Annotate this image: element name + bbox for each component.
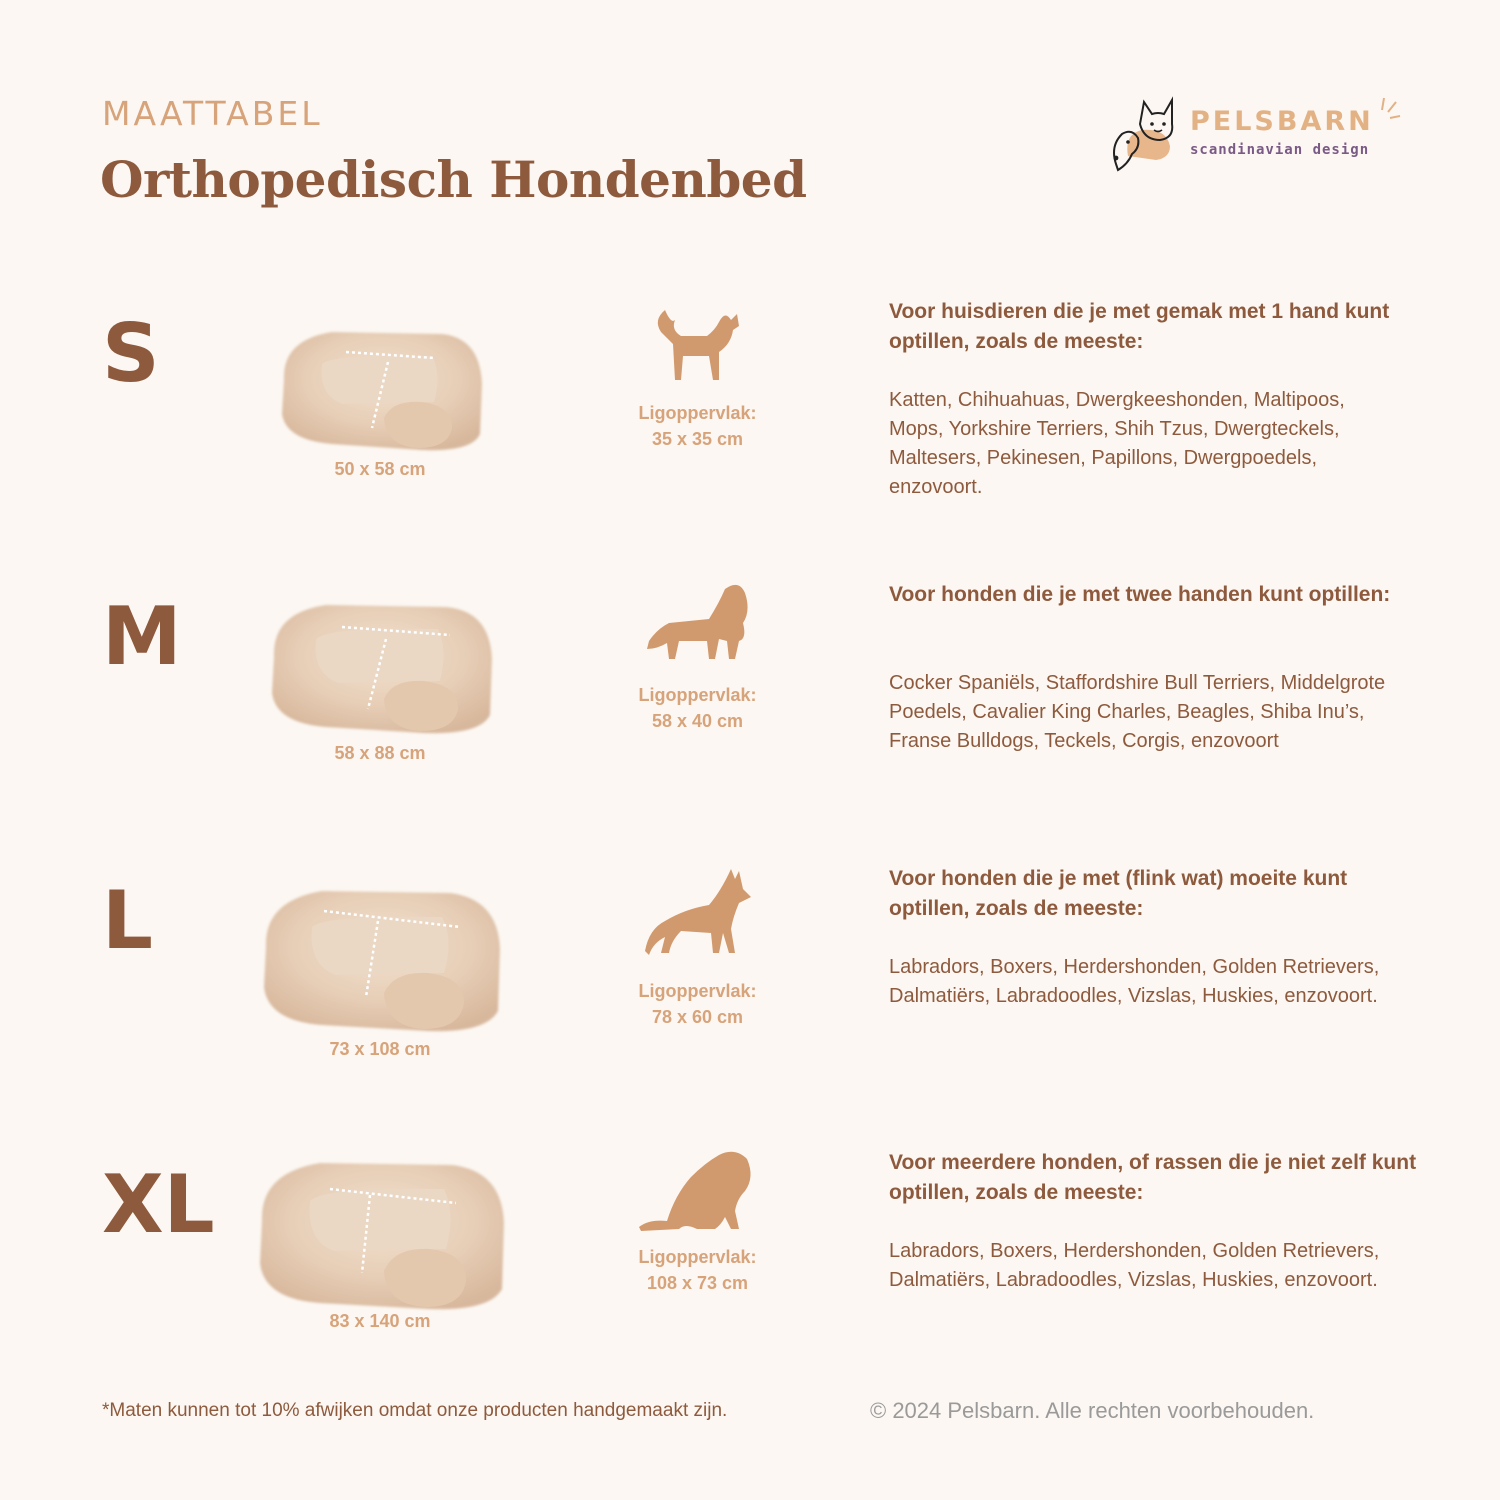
size-row-l — [0, 867, 1500, 1127]
size-heading: Voor honden die je met twee handen kunt optillen: — [889, 583, 1391, 606]
lying-area-value: 35 x 35 cm — [651, 429, 744, 449]
bed-dimensions: 58 x 88 cm — [334, 743, 426, 763]
brand-tagline: scandinavian design — [1190, 142, 1370, 158]
sparkle-icon — [1378, 94, 1402, 124]
lying-area — [610, 400, 785, 452]
size-heading: Voor honden die je met (flink wat) moeite kunt optillen, zoals de meeste: — [889, 867, 1348, 920]
bed-dimensions: 50 x 58 cm — [334, 459, 426, 479]
dog-bed-image — [254, 883, 506, 1035]
footnote: *Maten kunnen tot 10% afwijken omdat onze producten handgemaakt zijn. — [102, 1400, 728, 1421]
size-label: XL — [102, 1158, 215, 1251]
lying-area-label: Ligoppervlak: — [638, 685, 757, 705]
dog-bed-image — [250, 1155, 510, 1313]
dog-bed-image — [272, 324, 488, 454]
copyright: © 2024 Pelsbarn. Alle rechten voorbehouden. — [870, 1398, 1315, 1423]
lying-area — [610, 978, 785, 1030]
lying-area-label: Ligoppervlak: — [638, 403, 757, 423]
dog-bed-image — [262, 597, 498, 737]
logo — [1106, 94, 1406, 178]
cat-and-dog-icon — [1106, 94, 1186, 178]
shepherd-silhouette-icon — [635, 867, 755, 957]
lying-area-value: 78 x 60 cm — [651, 1007, 744, 1027]
size-label: S — [102, 307, 160, 400]
lying-area — [610, 682, 785, 734]
brand-name: PELSBARN — [1190, 106, 1374, 137]
lying-area-label: Ligoppervlak: — [638, 1247, 757, 1267]
lying-area-value: 108 x 73 cm — [646, 1273, 749, 1293]
breed-list: Katten, Chihuahuas, Dwergkeeshonden, Maltipoos, Mops, Yorkshire Terriers, Shih Tzus, Dwergteckels, Maltesers, Pekinesen, Papillons, Dwergpoedels, enzovoort. — [889, 389, 1345, 498]
size-label: L — [102, 874, 153, 967]
lying-area-value: 58 x 40 cm — [651, 711, 744, 731]
size-row-s — [0, 300, 1500, 560]
saint-bernard-silhouette-icon — [635, 1147, 755, 1237]
size-label: M — [102, 590, 182, 683]
size-row-xl — [0, 1151, 1500, 1411]
size-heading: Voor meerdere honden, of rassen die je niet zelf kunt optillen, zoals de meeste: — [889, 1151, 1417, 1204]
page-title: Orthopedisch Hondenbed — [100, 150, 807, 209]
breed-list: Labradors, Boxers, Herdershonden, Golden Retrievers, Dalmatiërs, Labradoodles, Vizslas, Huskies, enzovoort. — [889, 956, 1380, 1007]
lying-area — [610, 1244, 785, 1296]
bed-dimensions: 83 x 140 cm — [329, 1311, 431, 1331]
spaniel-silhouette-icon — [635, 579, 755, 669]
breed-list: Labradors, Boxers, Herdershonden, Golden Retrievers, Dalmatiërs, Labradoodles, Vizslas, Huskies, enzovoort. — [889, 1240, 1380, 1291]
breed-list: Cocker Spaniëls, Staffordshire Bull Terriers, Middelgrote Poedels, Cavalier King Charles, Beagles, Shiba Inu’s, Franse Bulldogs, Teckels, Corgis, enzovoort — [889, 672, 1386, 752]
lying-area-label: Ligoppervlak: — [638, 981, 757, 1001]
bed-dimensions: 73 x 108 cm — [329, 1039, 431, 1059]
size-row-m — [0, 583, 1500, 843]
chihuahua-silhouette-icon — [635, 300, 755, 390]
overline: MAATTABEL — [102, 94, 323, 133]
size-heading: Voor huisdieren die je met gemak met 1 hand kunt optillen, zoals de meeste: — [889, 300, 1390, 353]
